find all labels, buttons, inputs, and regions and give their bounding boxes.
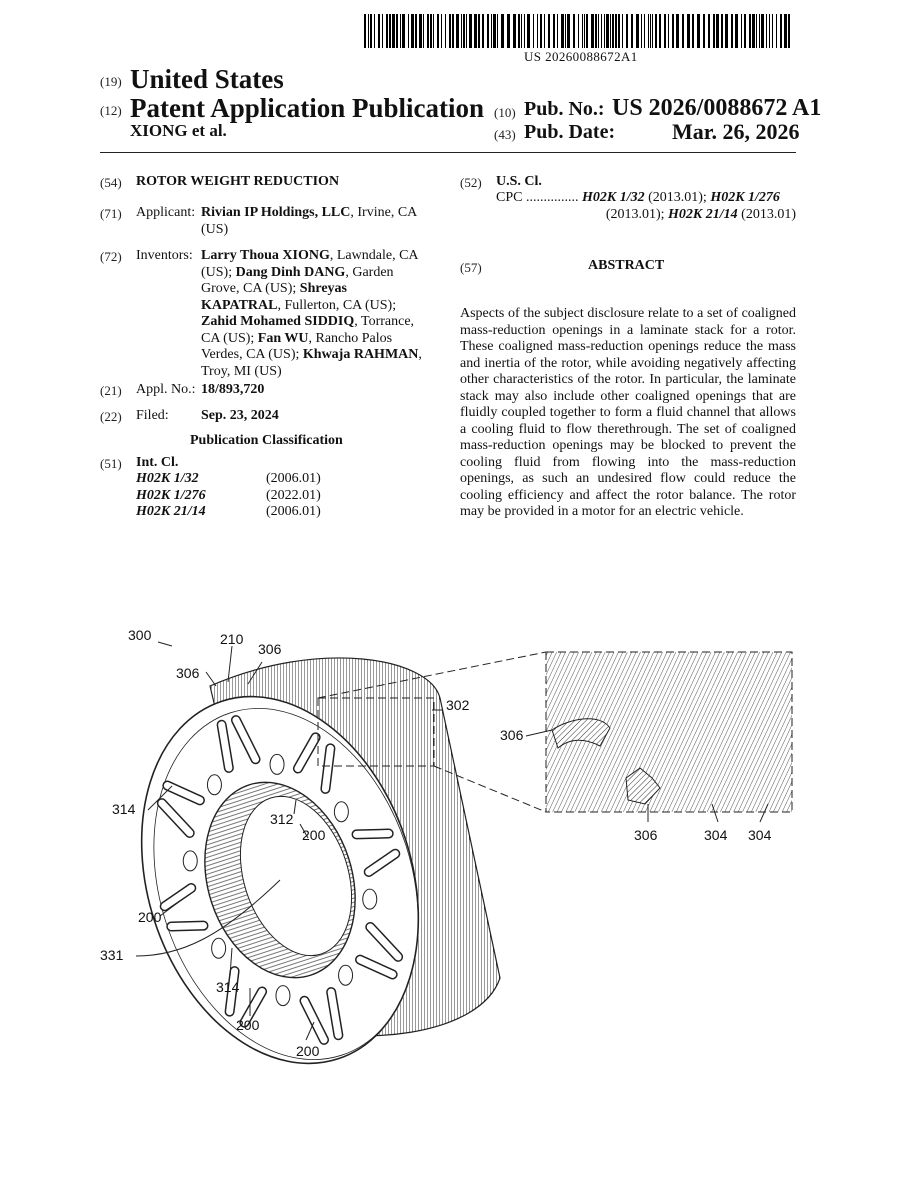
ref-200: 200: [302, 827, 326, 843]
pubno-label: Pub. No.:: [524, 98, 605, 120]
applicant-label: Applicant:: [136, 205, 196, 220]
ref-314: 314: [216, 979, 240, 995]
uscl-label: U.S. Cl.: [496, 174, 542, 189]
inventor-loc: Verdes, CA (US);: [201, 347, 303, 362]
ref-304: 304: [748, 827, 772, 843]
pub-class-heading: Publication Classification: [190, 433, 343, 448]
cpc-year: (2013.01): [737, 206, 796, 222]
inventor-loc: , Garden: [345, 264, 394, 280]
inventor-name: Fan WU: [257, 330, 309, 346]
inventors-list: [201, 248, 431, 380]
cpc-dots: ...............: [525, 190, 579, 205]
intcl-label: Int. Cl.: [136, 455, 179, 470]
intcl-class: H02K 1/276: [136, 487, 206, 503]
cpc-year: (2013.01);: [605, 206, 669, 222]
intcl-code: (51): [100, 456, 122, 471]
country-code: (19): [100, 74, 122, 89]
inventor-name: Shreyas: [299, 281, 347, 296]
appl-label: Appl. No.:: [136, 382, 196, 397]
inventor-name: KAPATRAL: [201, 297, 278, 313]
inventors-code: (72): [100, 249, 122, 264]
authors: XIONG et al.: [130, 121, 227, 140]
barcode: [364, 14, 794, 48]
intcl-year: (2006.01): [266, 471, 321, 486]
inventor-loc: , Torrance,: [354, 314, 415, 329]
intcl-year: (2022.01): [266, 487, 321, 503]
inventor-loc: (US);: [201, 264, 236, 280]
filed-label: Filed:: [136, 408, 169, 423]
inventors-label: Inventors:: [136, 248, 193, 263]
abstract-text: Aspects of the subject disclosure relate to a set of coaligned mass-reduction openings in a laminate stack for a rotor. These coaligned mass-reduction openings reduce the mass and inertia of the rotor, while avoiding negatively affecting other characteristics of the rotor. In particular, the laminate stack may also include other coaligned openings that are fluidly coupled together to form a fluid channel that allows a cooling fluid to flow therethrough. The set of coaligned mass-reduction openings may be blocked to prevent the cooling fluid from flowing into the mass-reduction openings, as such an undesired flow could reduce the cooling efficiency and affect the rotor balance. The rotor may be provided in a motor for an electric vehicle.: [460, 306, 796, 519]
appl-code: (21): [100, 383, 122, 398]
abstract-heading: ABSTRACT: [588, 258, 665, 273]
intcl-class: H02K 1/32: [136, 471, 199, 486]
applicant-loc-2: (US): [201, 221, 229, 237]
abstract-code: (57): [460, 260, 482, 275]
cpc-label: CPC: [496, 190, 523, 205]
ref-300: 300: [128, 627, 152, 643]
inventor-name: Dang Dinh DANG: [235, 264, 346, 280]
filed-value: Sep. 23, 2024: [201, 408, 279, 423]
ref-200: 200: [236, 1017, 260, 1033]
barcode-number: US 20260088672A1: [524, 49, 638, 64]
ref-312: 312: [270, 811, 294, 827]
intcl-class: H02K 21/14: [136, 504, 206, 519]
ref-306: 306: [258, 641, 282, 657]
intcl-year: (2006.01): [266, 504, 321, 519]
type-code: (12): [100, 103, 122, 118]
inventor-loc: Troy, MI (US): [201, 363, 282, 379]
intcl-table: [136, 471, 336, 521]
inventor-loc: Grove, CA (US);: [201, 281, 300, 296]
applicant-loc-1: , Irvine, CA: [350, 205, 418, 220]
uscl-code: (52): [460, 175, 482, 190]
ref-200: 200: [296, 1043, 320, 1059]
country: United States: [130, 64, 284, 94]
pubdate-value: Mar. 26, 2026: [672, 119, 800, 144]
ref-304: 304: [704, 827, 728, 843]
pubdate-code: (43): [494, 127, 516, 142]
cpc-block: [496, 190, 796, 223]
pubno-code: (10): [494, 105, 516, 120]
cpc-class: H02K 21/14: [668, 206, 738, 222]
applicant-code: (71): [100, 206, 122, 221]
ref-200: 200: [138, 909, 162, 925]
appl-value: 18/893,720: [201, 382, 265, 397]
inventor-name: Larry Thoua XIONG: [201, 248, 330, 263]
ref-302: 302: [446, 697, 470, 713]
filed-code: (22): [100, 409, 122, 424]
ref-331: 331: [100, 947, 124, 963]
header-rule: [100, 152, 796, 153]
cpc-class: H02K 1/32: [581, 190, 645, 205]
ref-306: 306: [176, 665, 200, 681]
ref-306: 306: [634, 827, 658, 843]
inventor-name: Zahid Mohamed SIDDIQ: [201, 314, 355, 329]
inventor-loc: , Fullerton, CA (US);: [277, 297, 397, 313]
inventor-loc: , Lawndale, CA: [329, 248, 419, 263]
inventor-name: Khwaja RAHMAN: [302, 347, 419, 362]
applicant-value: [201, 205, 431, 238]
rotor-figure: [100, 618, 816, 1078]
title-code: (54): [100, 175, 122, 190]
pubdate-label: Pub. Date:: [524, 121, 616, 143]
ref-314: 314: [112, 801, 136, 817]
cpc-class: H02K 1/276: [710, 190, 780, 205]
title: ROTOR WEIGHT REDUCTION: [136, 174, 340, 189]
inventor-loc: ,: [418, 347, 422, 362]
publication-type: Patent Application Publication: [130, 93, 485, 123]
inventor-loc: , Rancho Palos: [308, 330, 393, 346]
ref-210: 210: [220, 631, 244, 647]
inventor-loc: CA (US);: [201, 330, 258, 346]
cpc-year: (2013.01);: [644, 190, 711, 205]
pubno-value: US 2026/0088672 A1: [612, 95, 822, 121]
applicant-name: Rivian IP Holdings, LLC: [201, 205, 351, 220]
ref-306: 306: [500, 727, 524, 743]
